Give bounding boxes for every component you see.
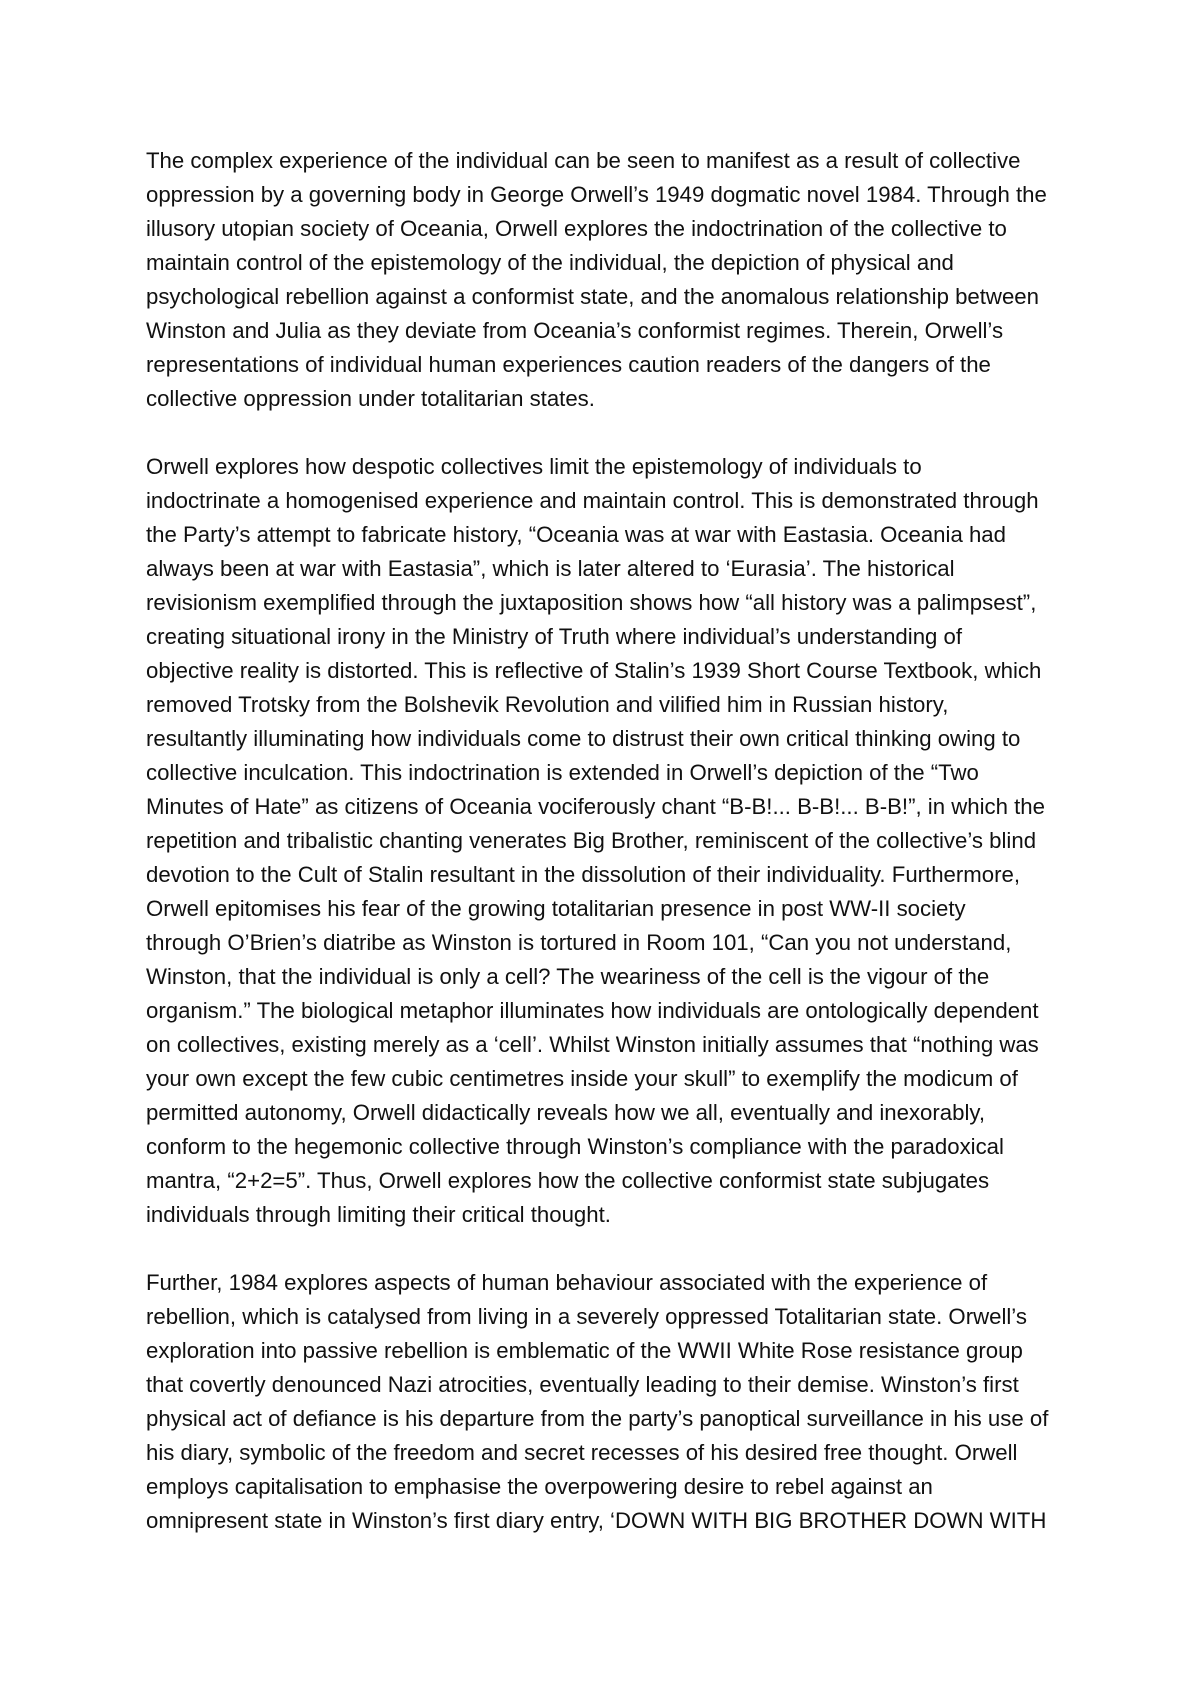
paragraph-body-2: [146, 1266, 1066, 1538]
text-line: Orwell epitomises his fear of the growing totalitarian presence in post WW-II society: [146, 896, 966, 921]
text-line: The complex experience of the individual can be seen to manifest as a result of collective: [146, 148, 1021, 173]
text-line: always been at war with Eastasia”, which is later altered to ‘Eurasia’. The historical: [146, 556, 955, 581]
essay-body: [146, 144, 1066, 1572]
text-line: his diary, symbolic of the freedom and secret recesses of his desired free thought. Orwell: [146, 1440, 1018, 1465]
text-line: permitted autonomy, Orwell didactically reveals how we all, eventually and inexorably,: [146, 1100, 986, 1125]
text-line: Winston, that the individual is only a cell? The weariness of the cell is the vigour of the: [146, 964, 990, 989]
text-line: repetition and tribalistic chanting venerates Big Brother, reminiscent of the collective’s blind: [146, 828, 1037, 853]
text-line: revisionism exemplified through the juxtaposition shows how “all history was a palimpsest”,: [146, 590, 1037, 615]
text-line: Orwell explores how despotic collectives limit the epistemology of individuals to: [146, 454, 922, 479]
text-line: oppression by a governing body in George Orwell’s 1949 dogmatic novel 1984. Through the: [146, 182, 1047, 207]
text-line: that covertly denounced Nazi atrocities, eventually leading to their demise. Winston’s first: [146, 1372, 1019, 1397]
text-line: illusory utopian society of Oceania, Orwell explores the indoctrination of the collective to: [146, 216, 1007, 241]
text-line: rebellion, which is catalysed from living in a severely oppressed Totalitarian state. Orwell’s: [146, 1304, 1027, 1329]
text-line: exploration into passive rebellion is emblematic of the WWII White Rose resistance group: [146, 1338, 1023, 1363]
text-line: physical act of defiance is his departure from the party’s panoptical surveillance in his use of: [146, 1406, 1049, 1431]
text-line: maintain control of the epistemology of the individual, the depiction of physical and: [146, 250, 954, 275]
text-line: representations of individual human experiences caution readers of the dangers of the: [146, 352, 991, 377]
text-line: the Party’s attempt to fabricate history, “Oceania was at war with Eastasia. Oceania had: [146, 522, 1006, 547]
text-line: collective oppression under totalitarian states.: [146, 386, 595, 411]
text-line: collective inculcation. This indoctrination is extended in Orwell’s depiction of the “Two: [146, 760, 979, 785]
text-line: individuals through limiting their critical thought.: [146, 1202, 611, 1227]
text-line: psychological rebellion against a conformist state, and the anomalous relationship between: [146, 284, 1039, 309]
text-line: Further, 1984 explores aspects of human behaviour associated with the experience of: [146, 1270, 988, 1295]
text-line: removed Trotsky from the Bolshevik Revolution and vilified him in Russian history,: [146, 692, 949, 717]
text-line: objective reality is distorted. This is reflective of Stalin’s 1939 Short Course Textbook, which: [146, 658, 1042, 683]
text-line: devotion to the Cult of Stalin resultant in the dissolution of their individuality. Furthermore,: [146, 862, 1020, 887]
text-line: Winston and Julia as they deviate from Oceania’s conformist regimes. Therein, Orwell’s: [146, 318, 1004, 343]
text-line: omnipresent state in Winston’s first diary entry, ‘DOWN WITH BIG BROTHER DOWN WITH: [146, 1508, 1047, 1533]
paragraph-introduction: [146, 144, 1066, 416]
text-line: resultantly illuminating how individuals come to distrust their own critical thinking owing to: [146, 726, 1021, 751]
text-line: your own except the few cubic centimetres inside your skull” to exemplify the modicum of: [146, 1066, 1018, 1091]
text-line: creating situational irony in the Ministry of Truth where individual’s understanding of: [146, 624, 963, 649]
text-line: on collectives, existing merely as a ‘cell’. Whilst Winston initially assumes that “nothing was: [146, 1032, 1039, 1057]
text-line: Minutes of Hate” as citizens of Oceania vociferously chant “B-B!... B-B!... B-B!”, in which the: [146, 794, 1045, 819]
text-line: through O’Brien’s diatribe as Winston is tortured in Room 101, “Can you not understand,: [146, 930, 1012, 955]
text-line: mantra, “2+2=5”. Thus, Orwell explores how the collective conformist state subjugates: [146, 1168, 990, 1193]
paragraph-body-1: [146, 450, 1066, 1232]
text-line: indoctrinate a homogenised experience and maintain control. This is demonstrated through: [146, 488, 1039, 513]
text-line: organism.” The biological metaphor illuminates how individuals are ontologically dependent: [146, 998, 1039, 1023]
text-line: conform to the hegemonic collective through Winston’s compliance with the paradoxical: [146, 1134, 1004, 1159]
text-line: employs capitalisation to emphasise the overpowering desire to rebel against an: [146, 1474, 933, 1499]
